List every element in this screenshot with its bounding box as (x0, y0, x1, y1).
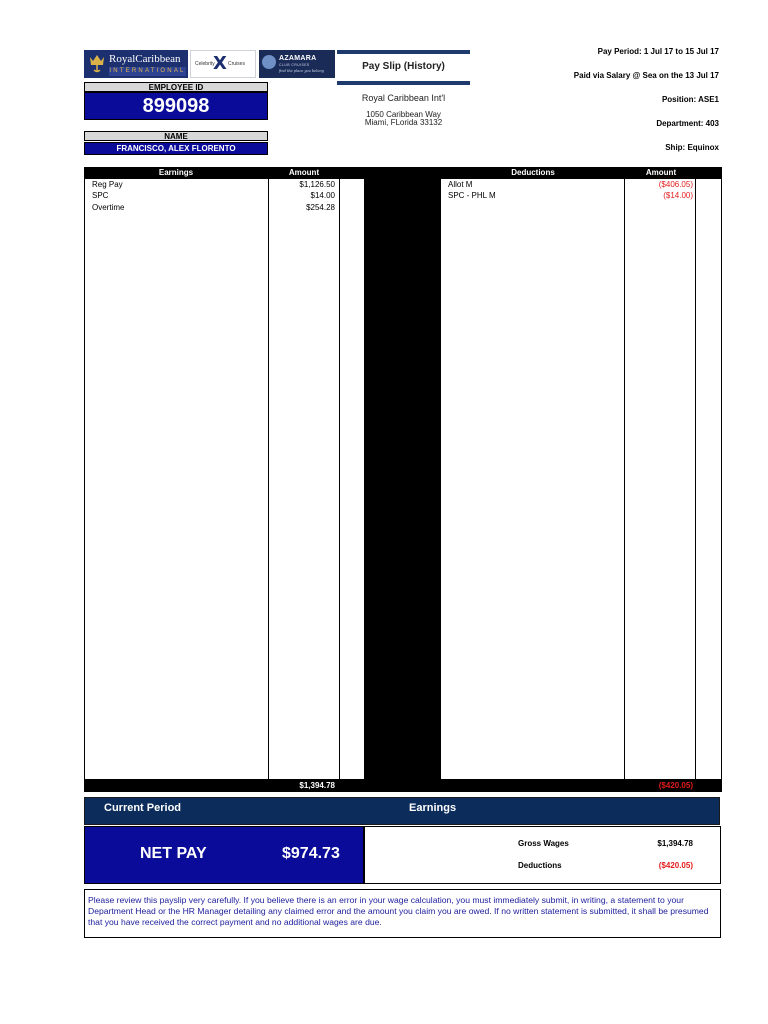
employee-id-value: 899098 (84, 92, 268, 120)
azamara-emblem-icon (262, 55, 276, 69)
deduction-label: Allot M (448, 180, 473, 189)
deductions-amount-header: Amount (645, 168, 677, 177)
position: Position: ASE1 (661, 95, 719, 104)
period-earnings-label: Earnings (409, 802, 457, 814)
deduction-label: SPC - PHL M (448, 191, 496, 200)
celebrity-logo (190, 50, 256, 78)
table-divider (695, 179, 696, 779)
notice-text: Please review this payslip very carefully. If you believe there is an error in your wage calculation, you must immediately submit, in writing, a statement to your Department Head or the HR Manager detailing any claimed error and the amount you claim you are owed. If no written statement is submitted, it shall be presumed that you have received the correct payment and no additional wages are due. (88, 895, 709, 927)
company-name: Royal Caribbean Int'l (361, 93, 446, 103)
paid-via: Paid via Salary @ Sea on the 13 Jul 17 (573, 71, 719, 80)
rc-logo-name: RoyalCaribbean (109, 53, 181, 65)
azamara-logo-sub: CLUB CRUISES (279, 63, 310, 67)
azamara-logo-tagline: find the place you belong (279, 69, 324, 73)
azamara-logo-name: AZAMARA (279, 55, 317, 62)
title-rule-bottom (337, 81, 470, 85)
ship: Ship: Equinox (665, 143, 719, 152)
address-line-1: 1050 Caribbean Way (366, 110, 441, 119)
net-pay-value: $974.73 (282, 845, 340, 862)
azamara-logo (259, 50, 335, 78)
earning-amount: $14.00 (310, 191, 335, 200)
current-period-label: Current Period (104, 802, 182, 814)
summary-deductions-value: ($420.05) (658, 861, 693, 870)
celebrity-logo-left: Celebrity (195, 61, 215, 67)
earnings-amount-header: Amount (288, 168, 320, 177)
celebrity-x-mark: X (213, 53, 227, 74)
title-rule-top (337, 50, 470, 54)
earning-label: Reg Pay (92, 180, 123, 189)
rc-logo-sub: INTERNATIONAL (109, 68, 186, 74)
pay-period: Pay Period: 1 Jul 17 to 15 Jul 17 (597, 47, 719, 56)
page-title: Pay Slip (History) (362, 61, 445, 72)
employee-name-value: FRANCISCO, ALEX FLORENTO (84, 142, 268, 155)
department: Department: 403 (656, 119, 719, 128)
table-center-block (364, 179, 441, 779)
crown-anchor-icon (87, 52, 107, 74)
earnings-total: $1,394.78 (299, 781, 335, 790)
notice-box (84, 889, 721, 938)
gross-wages-label: Gross Wages (518, 839, 569, 848)
employee-id-label: EMPLOYEE ID (84, 82, 268, 92)
table-divider (339, 179, 340, 779)
gross-wages-value: $1,394.78 (657, 839, 693, 848)
table-divider (624, 179, 625, 779)
deductions-total: ($420.05) (658, 781, 693, 790)
deductions-header: Deductions (511, 168, 555, 177)
earning-amount: $1,126.50 (299, 180, 335, 189)
deduction-amount: ($406.05) (658, 180, 693, 189)
earning-amount: $254.28 (306, 203, 335, 212)
earning-label: Overtime (92, 203, 125, 212)
summary-deductions-label: Deductions (518, 861, 562, 870)
address-line-2: Miami, FLorida 33132 (364, 118, 443, 127)
summary-box (364, 826, 721, 884)
net-pay-label: NET PAY (140, 845, 207, 862)
table-border-right (721, 179, 722, 779)
earning-label: SPC (92, 191, 109, 200)
employee-name-label: NAME (84, 131, 268, 141)
celebrity-logo-right: Cruises (228, 61, 245, 67)
deduction-amount: ($14.00) (663, 191, 693, 200)
royal-caribbean-logo (84, 50, 188, 78)
earnings-header: Earnings (158, 168, 194, 177)
table-border-left (84, 179, 85, 779)
table-divider (268, 179, 269, 779)
